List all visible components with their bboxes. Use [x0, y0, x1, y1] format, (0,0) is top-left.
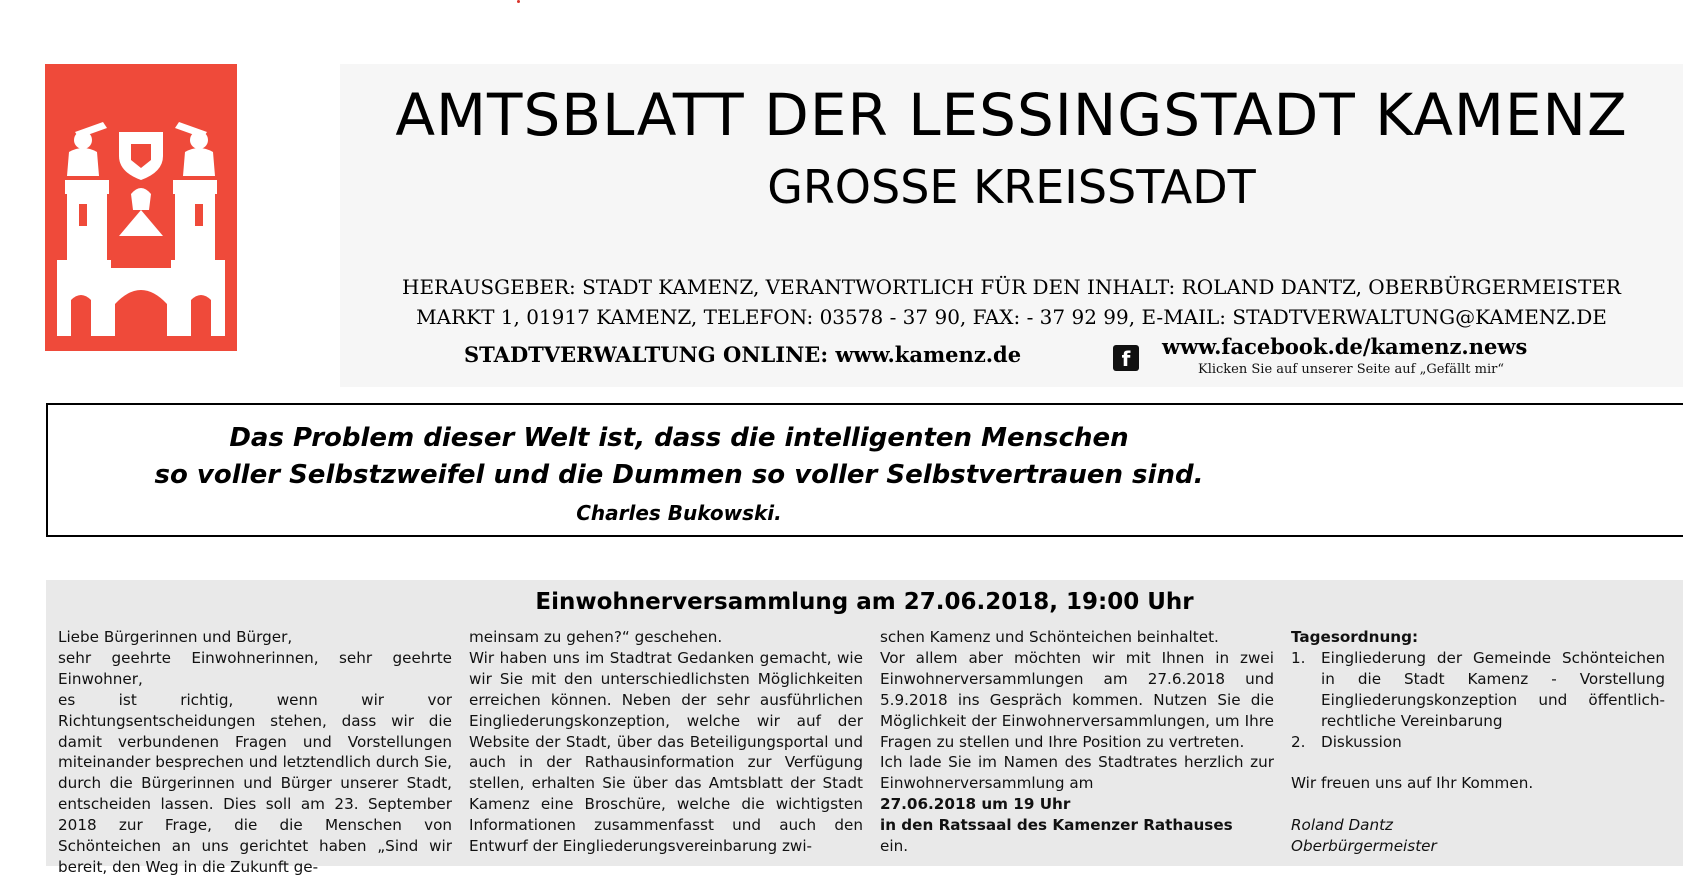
paragraph: meinsam zu gehen?“ geschehen.: [469, 628, 723, 646]
agenda-title: Tagesordnung:: [1291, 628, 1419, 646]
closing-line: Wir freuen uns auf Ihr Kommen.: [1291, 774, 1534, 793]
spacer: [1291, 752, 1665, 773]
paragraph: ein.: [880, 837, 909, 856]
quote-line-2: so voller Selbstzweifel und die Dummen so voller Selbstvertrauen sind.: [154, 460, 1204, 490]
signer-title: Oberbürgermeister: [1291, 837, 1437, 856]
paragraph: Wir haben uns im Stadtrat Gedanken gemacht, wie wir Sie mit den unterschiedlichsten Möglichkeiten erreichen können. Neben der sehr ausführlichen Eingliederungskonzeption, welche wir auf der Website der Stadt, über das Beteiligungsportal und auch in der Rathausinformation zur Verfügung stellen, erhalten Sie über das Amtsblatt der Stadt Kamenz eine Broschüre, welche die wichtigsten Informationen zusammenfasst und auch den Entwurf der Eingliederungsvereinbarung zwi-: [469, 648, 863, 856]
meeting-location: in den Ratssaal des Kamenzer Rathauses: [880, 816, 1233, 835]
paragraph: Ich lade Sie im Namen des Stadtrates herzlich zur Einwohnerversammlung am: [880, 753, 1274, 793]
publisher-line: HERAUSGEBER: STADT KAMENZ, VERANTWORTLICH FÜR DEN INHALT: ROLAND DANTZ, OBERBÜRGERMEISTER: [402, 275, 1621, 299]
article-column-1: [58, 627, 452, 878]
kamenz-coat-of-arms-logo: [45, 64, 237, 351]
quote-line-1: Das Problem dieser Welt ist, dass die intelligenten Menschen: [229, 423, 1129, 453]
signer-name: Roland Dantz: [1291, 816, 1394, 835]
agenda-item: [1291, 732, 1665, 753]
agenda-item-text: Eingliederung der Gemeinde Schönteichen in die Stadt Kamenz - Vorstellung Eingliederungskonzeption und öffentlich-rechtliche Vereinbarung: [1321, 648, 1665, 730]
red-dot-mark: [517, 0, 520, 3]
masthead: [340, 64, 1683, 387]
agenda-item-text: Diskussion: [1321, 732, 1402, 751]
article-column-4: [1291, 627, 1665, 857]
agenda-item-number: 2.: [1291, 732, 1306, 751]
paragraph: schen Kamenz und Schönteichen beinhaltet.: [880, 628, 1219, 646]
agenda-item-number: 1.: [1291, 648, 1306, 667]
newspaper-title: AMTSBLATT DER LESSINGSTADT KAMENZ: [395, 81, 1628, 149]
paragraph: Vor allem aber möchten wir mit Ihnen in zwei Einwohnerversammlungen am 27.6.2018 und 5.9.2018 ins Gespräch kommen. Nutzen Sie die Möglichkeit der Einwohnerversammlungen, um Ihre Fragen zu stellen und Ihre Position zu vertreten.: [880, 648, 1274, 751]
spacer: [1291, 794, 1665, 815]
facebook-icon[interactable]: f: [1113, 345, 1139, 371]
agenda-list: [1291, 648, 1665, 753]
meeting-date: 27.06.2018 um 19 Uhr: [880, 795, 1071, 814]
article-section: [46, 580, 1683, 876]
online-link[interactable]: STADTVERWALTUNG ONLINE: www.kamenz.de: [464, 342, 1022, 367]
agenda-item: [1291, 648, 1665, 732]
newspaper-subtitle: GROSSE KREISSTADT: [767, 160, 1256, 214]
contact-line: MARKT 1, 01917 KAMENZ, TELEFON: 03578 - 37 90, FAX: - 37 92 99, E-MAIL: STADTVERWALTUNG@KAMENZ.DE: [416, 305, 1607, 329]
article-title: Einwohnerversammlung am 27.06.2018, 19:00 Uhr: [535, 589, 1194, 615]
facebook-like-hint: Klicken Sie auf unserer Seite auf „Gefällt mir“: [1198, 362, 1504, 377]
facebook-link[interactable]: www.facebook.de/kamenz.news: [1162, 334, 1528, 359]
salutation: Liebe Bürgerinnen und Bürger,: [58, 628, 293, 646]
article-column-2: [469, 627, 863, 857]
paragraph: es ist richtig, wenn wir vor Richtungsentscheidungen stehen, dass wir die damit verbundenen Fragen und Vorstellungen miteinander besprechen und letztendlich durch Sie, durch die Bürgerinnen und Bürger unserer Stadt, entscheiden lassen. Dies soll am 23. September 2018 zur Frage, die die Menschen von Schönteichen an uns gerichtet haben „Sind wir bereit, den Weg in die Zukunft ge-: [58, 690, 452, 876]
quote-author: Charles Bukowski.: [576, 501, 782, 525]
paragraph: sehr geehrte Einwohnerinnen, sehr geehrte Einwohner,: [58, 648, 452, 688]
quote-box: [46, 403, 1683, 537]
article-column-3: [880, 627, 1274, 857]
